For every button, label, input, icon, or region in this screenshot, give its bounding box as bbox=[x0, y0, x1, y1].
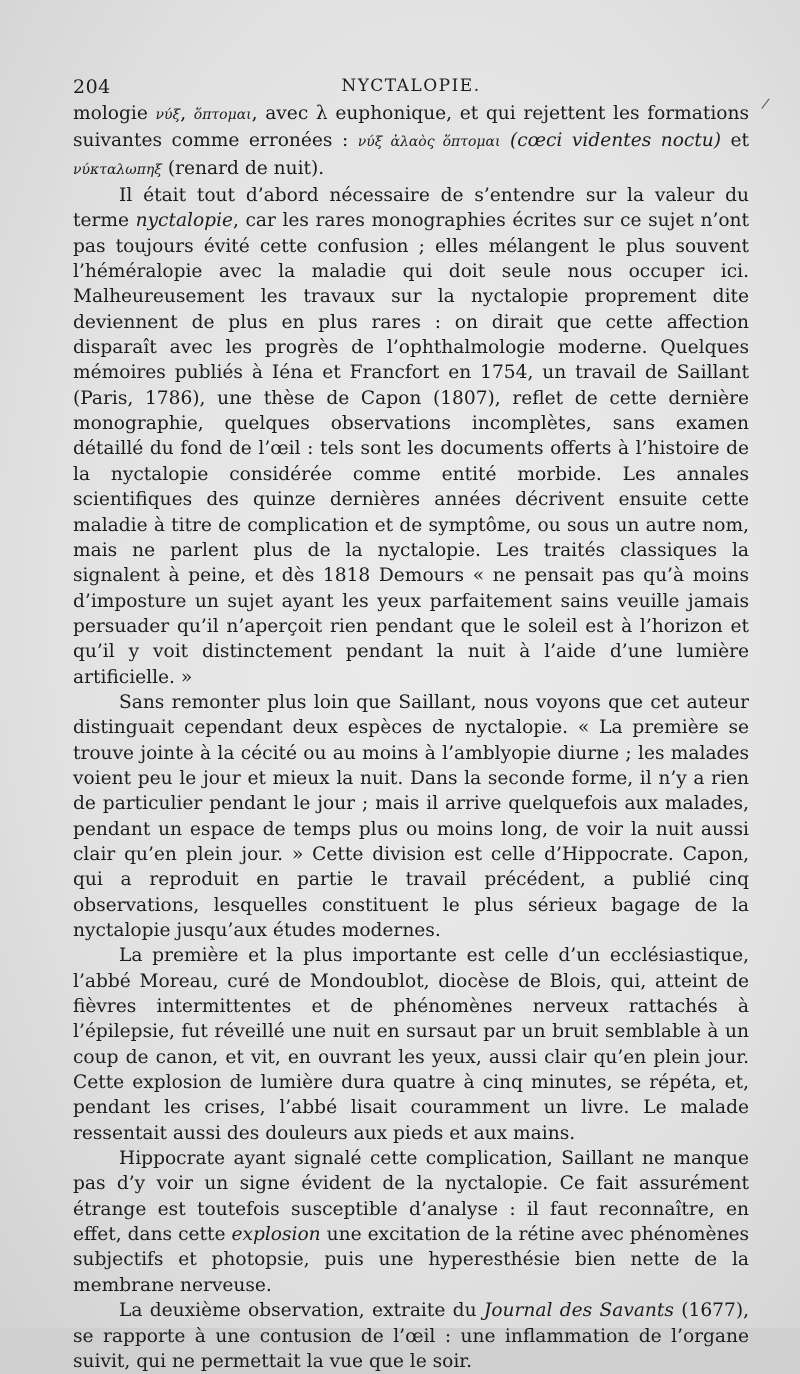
greek-term: ὅπτομαι bbox=[193, 107, 252, 123]
page-number: 204 bbox=[73, 76, 111, 98]
text-run bbox=[500, 130, 510, 151]
greek-term: νύξ bbox=[155, 107, 181, 123]
greek-term: νύκταλωπηξ bbox=[73, 161, 162, 178]
text-run: Il était tout d’abord nécessaire de s’entendre sur la valeur du terme bbox=[73, 185, 749, 232]
text-run: La première et la plus importante est celle d’un ecclésiastique, l’abbé Moreau, curé de Mondoublot, diocèse de Blois, qui, atteint de fièvres intermittentes et de phénomènes nerveux rattachés à l’épilepsie, fut réveillé une nuit en sursaut par un bruit semblable à un coup de canon, et vit, en ouvrant les yeux, aussi clair qu’en plein jour. Cette explosion de lumière dura quatre à cinq minutes, se répéta, et, pendant les crises, l’abbé lisait couramment un livre. Le malade ressentait aussi des douleurs aux pieds et aux mains. bbox=[73, 945, 749, 1144]
italic-text: explosion bbox=[231, 1224, 321, 1246]
running-title: NYCTALOPIE. bbox=[341, 76, 481, 96]
margin-mark: / bbox=[760, 95, 771, 113]
text-run: Hippocrate ayant signalé cette complication, Saillant ne manque pas d’y voir un signe évident de la nyctalopie. Ce fait assurément étrange est toutefois susceptible d’analyse : il faut reconnaître, en effet, dans cette bbox=[73, 1148, 749, 1246]
italic-text: (cœci videntes noctu) bbox=[509, 130, 722, 152]
text-run: Sans remonter plus loin que Saillant, nous voyons que cet auteur distinguait cependant deux espèces de nyctalopie. « La première se trouve jointe à la cécité ou au moins à l’amblyopie diurne ; les malades voient peu le jour et mieux la nuit. Dans la seconde forme, il n’y a rien de particulier pendant le jour ; mais il arrive quelquefois aux malades, pendant un espace de temps plus ou moins long, de voir la nuit aussi clair qu’en plein jour. » Cette division est celle d’Hippocrate. Capon, qui a reproduit en partie le travail précédent, a publié cinq observations, lesquelles constituent le plus sérieux bagage de la nyctalopie jusqu’aux études modernes. bbox=[73, 691, 749, 941]
text-run: , avec λ euphonique, et qui rejettent les formations suivantes comme erronées : bbox=[73, 103, 750, 152]
text-run: , bbox=[180, 103, 194, 124]
paragraph-continuation bbox=[73, 101, 749, 183]
body-text bbox=[73, 101, 749, 1374]
text-run: et bbox=[721, 130, 750, 152]
greek-term: νύξ ἀλαὸς ὅπτομαι bbox=[357, 134, 501, 151]
text-run: mologie bbox=[73, 103, 156, 124]
text-run: (1677), se rapporte à une contusion de l’œil : une inflammation de l’organe suivit, qui ne permettait la vue que le soir. bbox=[73, 1300, 749, 1372]
text-run: , car les rares monographies écrites sur ce sujet n’ont pas toujours évité cette confusion ; elles mélangent le plus souvent l’héméralopie avec la maladie qui doit seule nous occuper ici. Malheureusement les travaux sur la nyctalopie proprement dite deviennent de plus en plus rares : on dirait que cette affection disparaît avec les progrès de l’ophthalmologie moderne. Quelques mémoires publiés à Iéna et Francfort en 1754, un travail de Saillant (Paris, 1786), une thèse de Capon (1807), reflet de cette dernière monographie, quelques observations incomplètes, sans examen détaillé du fond de l’œil : tels sont les documents offerts à l’histoire de la nyctalopie considérée comme entité morbide. Les annales scientifiques des quinze dernières années décrivent ensuite cette maladie à titre de complication et de symptôme, ou sous un autre nom, mais ne parlent plus de la nyctalopie. Les traités classiques la signalent à peine, et dès 1818 Demours « ne pensait pas qu’à moins d’imposture un sujet ayant les yeux parfaitement sains veuille jamais persuader qu’il n’aperçoit rien pendant que le soleil est à l’horizon et qu’il y voit distinctement pendant la nuit à l’aide d’une lumière artificielle. » bbox=[73, 210, 749, 688]
text-run: La deuxième observation, extraite du bbox=[119, 1300, 484, 1322]
paragraph-hippocrate bbox=[73, 1146, 749, 1298]
text-run: une excitation de la rétine avec phénomènes subjectifs et photopsie, puis une hyperesthésie bien nette de la membrane nerveuse. bbox=[73, 1224, 750, 1296]
page-header bbox=[73, 76, 749, 100]
italic-text: nyctalopie bbox=[135, 210, 234, 232]
italic-text: Journal des Savants bbox=[483, 1300, 674, 1322]
text-run: (renard de nuit). bbox=[162, 157, 325, 179]
paragraph-first-observation bbox=[73, 943, 749, 1146]
paragraph-saillant bbox=[73, 690, 749, 943]
paragraph-second-observation bbox=[73, 1298, 749, 1374]
paragraph-definition bbox=[73, 183, 749, 690]
